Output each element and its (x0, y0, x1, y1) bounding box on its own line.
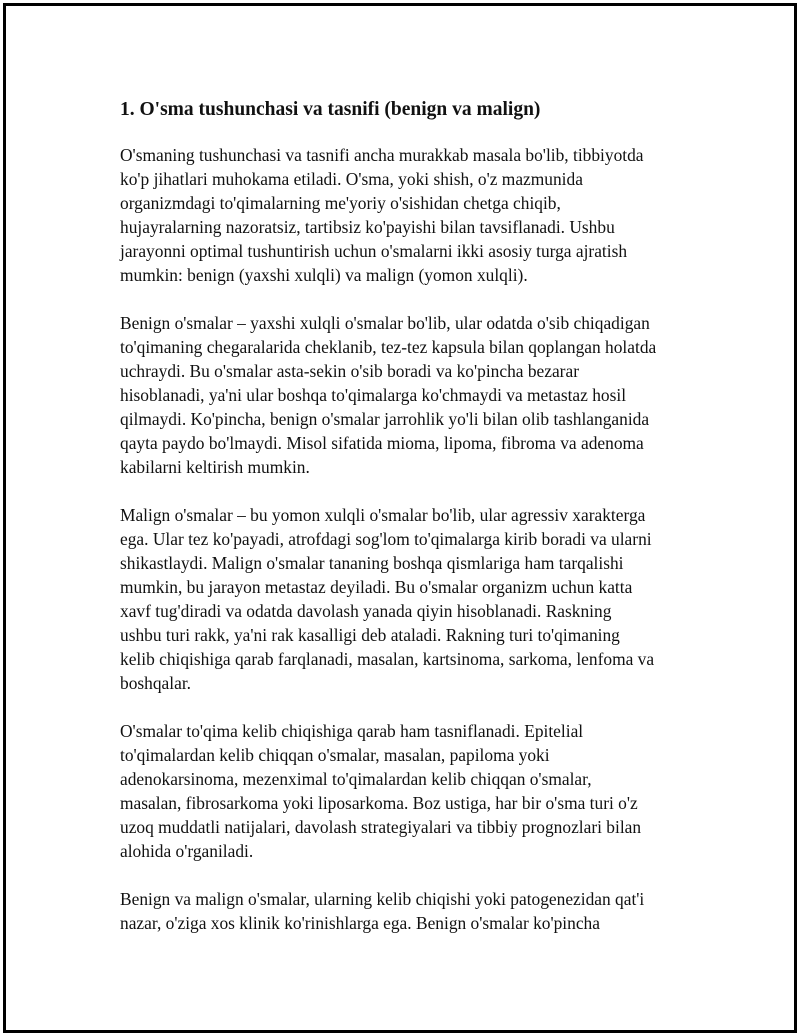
text-line: xavf tug'diradi va odatda davolash yanada qiyin hisoblanadi. Raskning (120, 601, 612, 621)
text-line: mumkin: benign (yaxshi xulqli) va malign (yomon xulqli). (120, 265, 528, 285)
document-body (120, 96, 700, 959)
paragraph-definition (120, 143, 700, 287)
text-line: ushbu turi rakk, ya'ni rak kasalligi deb ataladi. Rakning turi to'qimaning (120, 625, 620, 645)
paragraph-benign (120, 311, 700, 479)
text-line: hujayralarning nazoratsiz, tartibsiz ko'payishi bilan tavsiflanadi. Ushbu (120, 217, 615, 237)
text-line: hisoblanadi, ya'ni ular boshqa to'qimalarga ko'chmaydi va metastaz hosil (120, 385, 627, 405)
text-line: O'smalar to'qima kelib chiqishiga qarab ham tasniflanadi. Epitelial (120, 721, 584, 741)
text-line: to'qimalardan kelib chiqqan o'smalar, masalan, papiloma yoki (120, 745, 550, 765)
text-line: mumkin, bu jarayon metastaz deyiladi. Bu o'smalar organizm uchun katta (120, 577, 633, 597)
paragraph-tissue-origin (120, 719, 700, 863)
section-title: 1. O'sma tushunchasi va tasnifi (benign va malign) (120, 99, 541, 120)
text-line: Benign va malign o'smalar, ularning kelib chiqishi yoki patogenezidan qat'i (120, 889, 645, 909)
text-line: O'smaning tushunchasi va tasnifi ancha murakkab masala bo'lib, tibbiyotda (120, 145, 644, 165)
text-line: ko'p jihatlari muhokama etiladi. O'sma, yoki shish, o'z mazmunida (120, 169, 583, 189)
text-line: to'qimaning chegaralarida cheklanib, tez-tez kapsula bilan qoplangan holatda (120, 337, 657, 357)
text-line: kabilarni keltirish mumkin. (120, 457, 310, 477)
text-line: organizmdagi to'qimalarning me'yoriy o'sishidan chetga chiqib, (120, 193, 561, 213)
text-line: qayta paydo bo'lmaydi. Misol sifatida mioma, lipoma, fibroma va adenoma (120, 433, 644, 453)
text-line: adenokarsinoma, mezenximal to'qimalardan kelib chiqqan o'smalar, (120, 769, 592, 789)
text-line: ega. Ular tez ko'payadi, atrofdagi sog'lom to'qimalarga kirib boradi va ularni (120, 529, 652, 549)
text-line: Benign o'smalar – yaxshi xulqli o'smalar bo'lib, ular odatda o'sib chiqadigan (120, 313, 650, 333)
text-line: boshqalar. (120, 673, 191, 693)
text-line: uzoq muddatli natijalari, davolash strategiyalari va tibbiy prognozlari bilan (120, 817, 642, 837)
text-line: jarayonni optimal tushuntirish uchun o'smalarni ikki asosiy turga ajratish (120, 241, 628, 261)
text-line: kelib chiqishiga qarab farqlanadi, masalan, kartsinoma, sarkoma, lenfoma va (120, 649, 655, 669)
page-frame (3, 3, 797, 1033)
paragraph-malign (120, 503, 700, 695)
text-line: alohida o'rganiladi. (120, 841, 254, 861)
paragraph-clinical (120, 887, 700, 935)
text-line: uchraydi. Bu o'smalar asta-sekin o'sib boradi va ko'pincha bezarar (120, 361, 579, 381)
text-line: shikastlaydi. Malign o'smalar tananing boshqa qismlariga ham tarqalishi (120, 553, 624, 573)
text-line: masalan, fibrosarkoma yoki liposarkoma. Boz ustiga, har bir o'sma turi o'z (120, 793, 638, 813)
text-line: nazar, o'ziga xos klinik ko'rinishlarga ega. Benign o'smalar ko'pincha (120, 913, 600, 933)
text-line: Malign o'smalar – bu yomon xulqli o'smalar bo'lib, ular agressiv xarakterga (120, 505, 646, 525)
text-line: qilmaydi. Ko'pincha, benign o'smalar jarrohlik yo'li bilan olib tashlanganida (120, 409, 650, 429)
